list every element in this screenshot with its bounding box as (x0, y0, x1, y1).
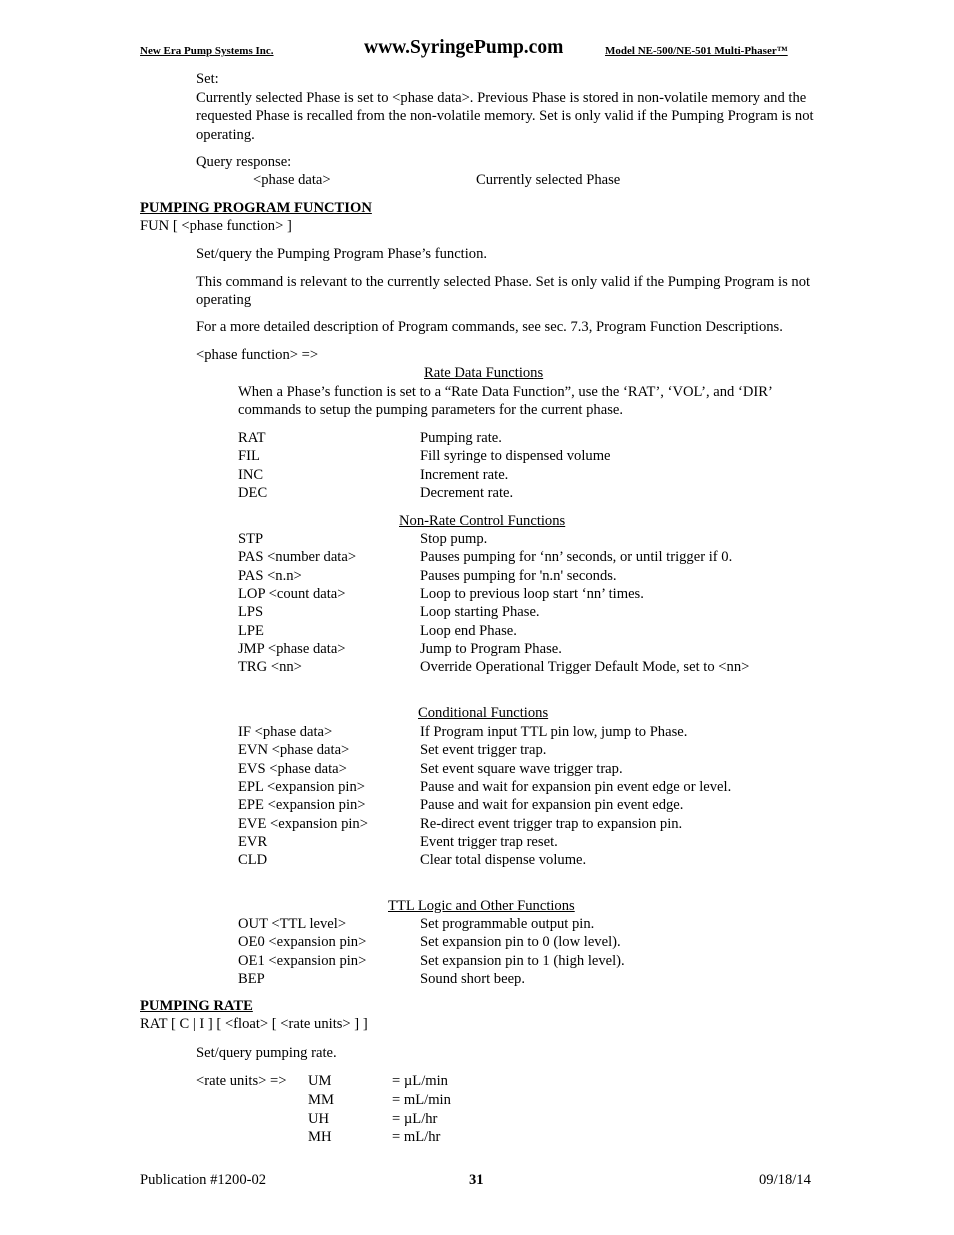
command-name: OUT <TTL level> (238, 916, 347, 932)
rate-units-label: <rate units> => (196, 1073, 287, 1089)
command-description: Loop to previous loop start ‘nn’ times. (420, 585, 644, 602)
command-description: = µL/hr (392, 1110, 438, 1127)
command-description: Decrement rate. (420, 484, 514, 501)
command-name: EVS <phase data> (238, 760, 347, 777)
query-label: Query response: (196, 154, 292, 170)
command-name: MM (308, 1091, 334, 1108)
command-description: Pumping rate. (420, 430, 502, 446)
header-company: New Era Pump Systems Inc. (140, 45, 274, 57)
fun-p2: This command is relevant to the currently selected Phase. Set is only valid if the Pumping Program is not operating (196, 274, 811, 309)
nonrate-functions-title: Non-Rate Control Functions (399, 513, 566, 529)
header-website: www.SyringePump.com (364, 37, 564, 58)
ttl-functions-title: TTL Logic and Other Functions (388, 898, 575, 914)
fun-p1: Set/query the Pumping Program Phase’s function. (196, 246, 488, 262)
command-name: IF <phase data> (238, 724, 333, 740)
command-description: Increment rate. (420, 466, 509, 483)
command-description: Pause and wait for expansion pin event edge or level. (420, 778, 732, 795)
rate-syntax: RAT [ C | I ] [ <float> [ <rate units> ] ] (140, 1016, 368, 1032)
command-description: Set programmable output pin. (420, 916, 595, 932)
rate-heading: PUMPING RATE (140, 998, 253, 1014)
command-description: = mL/hr (392, 1129, 441, 1146)
command-name: EVN <phase data> (238, 742, 350, 759)
command-description: Clear total dispense volume. (420, 852, 587, 869)
header-model: Model NE-500/NE-501 Multi-Phaser™ (605, 45, 788, 57)
fun-p4: <phase function> => (196, 347, 319, 363)
conditional-functions-title: Conditional Functions (418, 705, 549, 721)
command-description: Set event trigger trap. (420, 742, 547, 759)
command-name: OE0 <expansion pin> (238, 934, 367, 951)
command-description: Loop starting Phase. (420, 604, 540, 621)
command-description: Jump to Program Phase. (420, 640, 562, 657)
command-name: LPE (238, 622, 264, 639)
set-text: Currently selected Phase is set to <phase data>. Previous Phase is stored in non-volatile memory and the requested Phase is recalled from the non-volatile memory. Set is only valid if the Pumping Program is not operating. (196, 90, 814, 143)
query-desc: Currently selected Phase (476, 172, 621, 188)
command-name: DEC (238, 484, 268, 501)
command-name: RAT (238, 430, 266, 446)
command-description: Pauses pumping for ‘nn’ seconds, or until trigger if 0. (420, 549, 733, 566)
command-description: Re-direct event trigger trap to expansion pin. (420, 815, 683, 832)
fun-syntax: FUN [ <phase function> ] (140, 218, 292, 234)
command-name: UH (308, 1110, 330, 1127)
command-name: BEP (238, 970, 265, 987)
command-description: Stop pump. (420, 531, 488, 547)
fun-p3: For a more detailed description of Program commands, see sec. 7.3, Program Function Descriptions. (196, 319, 783, 335)
command-name: EVR (238, 833, 268, 850)
command-description: Sound short beep. (420, 970, 525, 987)
command-description: Set expansion pin to 1 (high level). (420, 952, 625, 969)
command-name: EVE <expansion pin> (238, 815, 368, 832)
command-name: FIL (238, 448, 260, 465)
command-name: LOP <count data> (238, 585, 346, 602)
set-label: Set: (196, 71, 219, 87)
command-name: OE1 <expansion pin> (238, 952, 367, 969)
command-name: TRG <nn> (238, 659, 302, 676)
footer-date: 09/18/14 (759, 1172, 811, 1188)
command-description: Override Operational Trigger Default Mode, set to <nn> (420, 659, 750, 676)
command-description: Loop end Phase. (420, 622, 517, 639)
rate-p1: Set/query pumping rate. (196, 1045, 337, 1061)
rate-functions-intro: When a Phase’s function is set to a “Rate Data Function”, use the ‘RAT’, ‘VOL’, and ‘DIR’ commands to setup the pumping parameters for the current phase. (238, 384, 772, 419)
fun-heading: PUMPING PROGRAM FUNCTION (140, 200, 372, 216)
command-description: Set expansion pin to 0 (low level). (420, 934, 621, 951)
command-description: = mL/min (392, 1091, 451, 1108)
command-description: Event trigger trap reset. (420, 833, 558, 850)
command-name: STP (238, 531, 264, 547)
command-description: = µL/min (392, 1073, 448, 1089)
command-name: UM (308, 1073, 332, 1089)
command-description: If Program input TTL pin low, jump to Phase. (420, 724, 688, 740)
query-item: <phase data> (253, 172, 331, 188)
command-name: CLD (238, 852, 268, 869)
command-name: INC (238, 466, 264, 483)
command-description: Pause and wait for expansion pin event edge. (420, 797, 684, 814)
command-name: EPE <expansion pin> (238, 797, 366, 814)
command-name: EPL <expansion pin> (238, 778, 365, 795)
command-name: MH (308, 1129, 332, 1146)
command-description: Set event square wave trigger trap. (420, 760, 623, 777)
command-name: JMP <phase data> (238, 640, 346, 657)
command-description: Fill syringe to dispensed volume (420, 448, 611, 465)
rate-functions-title: Rate Data Functions (424, 365, 544, 381)
command-name: LPS (238, 604, 264, 621)
command-name: PAS <number data> (238, 549, 357, 566)
command-name: PAS <n.n> (238, 567, 302, 584)
footer-page-number: 31 (469, 1172, 484, 1188)
command-description: Pauses pumping for 'n.n' seconds. (420, 567, 617, 584)
footer-publication: Publication #1200-02 (140, 1172, 267, 1188)
